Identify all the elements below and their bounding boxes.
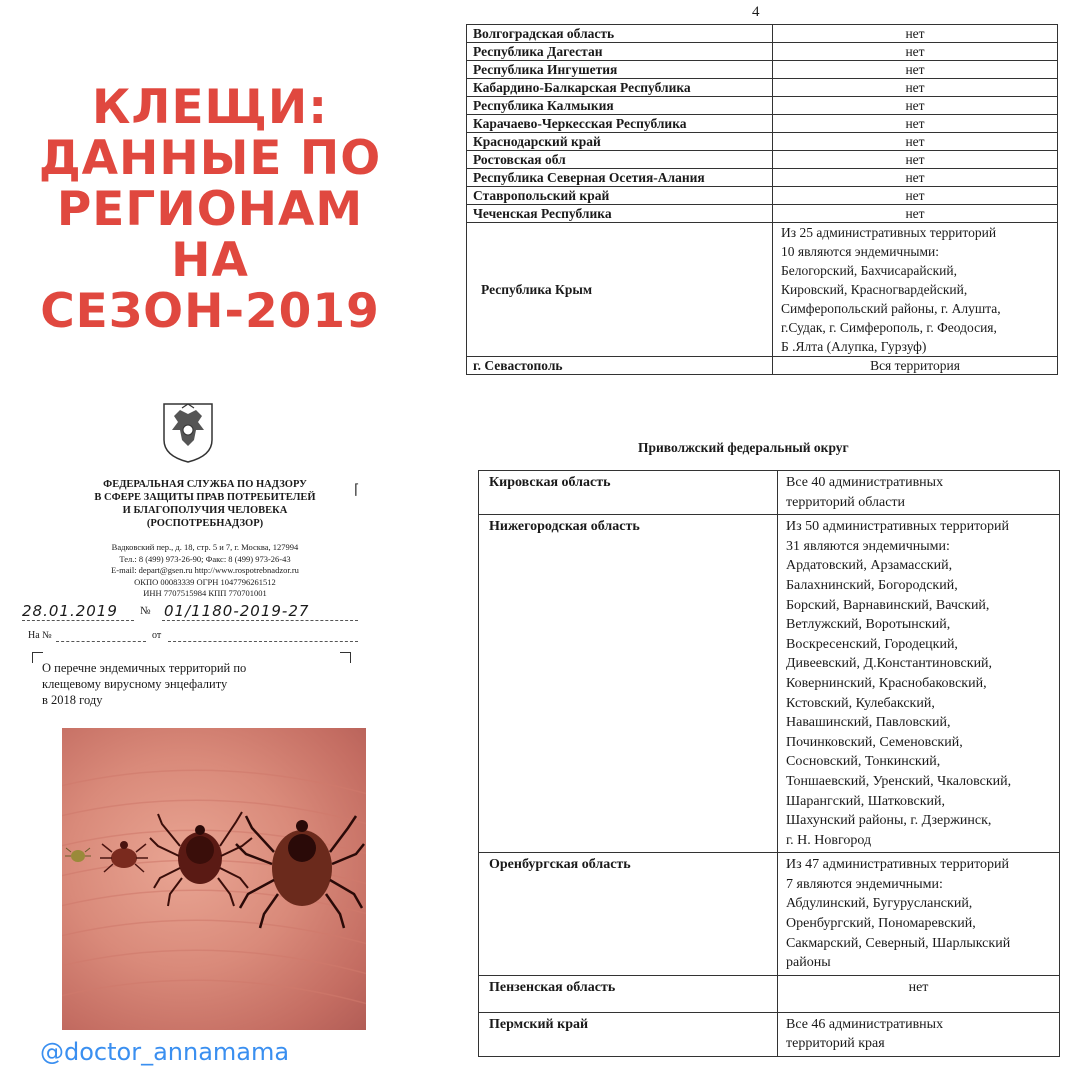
value-line: Все 46 административных	[786, 1016, 944, 1032]
value-cell: нет	[778, 975, 1060, 1012]
number-label: №	[140, 605, 151, 617]
headline-line: НА	[171, 233, 249, 288]
table-row	[479, 515, 1060, 853]
table-row	[479, 975, 1060, 1012]
value-line: Кировский, Красногвардейский,	[781, 282, 968, 297]
value-line: Все 40 административных	[786, 475, 944, 490]
value-cell: Вся территория	[773, 357, 1058, 375]
headline-line: РЕГИОНАМ	[56, 182, 364, 237]
subject-line: О перечне эндемичных территорий по	[42, 661, 247, 675]
table-row	[467, 61, 1058, 79]
value-line: Починковский, Семеновский,	[786, 734, 963, 750]
value-line: Из 25 административных территорий	[781, 225, 997, 240]
table-row	[467, 169, 1058, 187]
agency-line: И БЛАГОПОЛУЧИЯ ЧЕЛОВЕКА	[122, 505, 288, 516]
value-cell	[778, 471, 1060, 515]
region-cell: г. Севастополь	[467, 357, 773, 375]
southern-district-table	[466, 24, 1058, 375]
table-row	[467, 97, 1058, 115]
registration-line	[22, 602, 362, 624]
headline	[20, 82, 400, 337]
value-line: Из 47 административных территорий	[786, 857, 1010, 873]
table-row	[479, 471, 1060, 515]
table-row	[467, 187, 1058, 205]
region-cell: Волгоградская область	[467, 25, 773, 43]
region-cell: Карачаево-Черкесская Республика	[467, 115, 773, 133]
value-line: Тоншаевский, Уренский, Чкаловский,	[786, 773, 1012, 789]
value-cell	[773, 223, 1058, 357]
region-cell: Чеченская Республика	[467, 205, 773, 223]
agency-line: В СФЕРЕ ЗАЩИТЫ ПРАВ ПОТРЕБИТЕЛЕЙ	[94, 492, 316, 503]
table-row	[467, 357, 1058, 375]
table-row	[467, 133, 1058, 151]
tick-larva-icon	[65, 848, 91, 862]
table-row	[467, 151, 1058, 169]
agency-line: ФЕДЕРАЛЬНАЯ СЛУЖБА ПО НАДЗОРУ	[103, 479, 307, 490]
value-cell: нет	[773, 151, 1058, 169]
na-label: На №	[28, 630, 52, 641]
value-cell: нет	[773, 187, 1058, 205]
agency-name	[50, 478, 360, 530]
address-line: ОКПО 00083339 ОГРН 1047796261512	[134, 576, 276, 587]
table-row	[467, 79, 1058, 97]
region-cell: Краснодарский край	[467, 133, 773, 151]
value-line: Белогорский, Бахчисарайский,	[781, 263, 958, 278]
region-cell: Республика Дагестан	[467, 43, 773, 61]
value-line: Кстовский, Кулебакский,	[786, 695, 935, 711]
value-line: Сакмарский, Северный, Шарлыкский	[786, 935, 1011, 951]
region-cell: Кировская область	[479, 471, 778, 515]
value-line: Абдулинский, Бугурусланский,	[786, 896, 973, 912]
value-cell: нет	[773, 43, 1058, 61]
value-line: 10 являются эндемичными:	[781, 244, 940, 259]
table-row	[467, 25, 1058, 43]
value-line: Из 50 административных территорий	[786, 519, 1010, 535]
table-row	[467, 115, 1058, 133]
subject-line: клещевому вирусному энцефалиту	[42, 677, 228, 691]
value-cell	[778, 853, 1060, 976]
table-row	[467, 223, 1058, 357]
value-cell: нет	[773, 133, 1058, 151]
value-line: Борский, Варнавинский, Вачский,	[786, 597, 990, 613]
russian-coat-of-arms-icon	[160, 400, 216, 464]
region-cell: Оренбургская область	[479, 853, 778, 976]
address-line: ИНН 7707515984 КПП 770701001	[143, 588, 267, 598]
corner-mark: ⌈	[354, 483, 360, 498]
region-cell: Ставропольский край	[467, 187, 773, 205]
table-row	[479, 1012, 1060, 1056]
volga-district-table	[478, 470, 1060, 1057]
value-line: Воскресенский, Городецкий,	[786, 636, 958, 652]
value-line: Шахунский районы, г. Дзержинск,	[786, 813, 992, 829]
value-line: территорий края	[786, 1036, 885, 1052]
official-letter	[20, 398, 365, 718]
value-cell	[778, 515, 1060, 853]
headline-line: СЕЗОН-2019	[40, 284, 380, 339]
value-line: 7 являются эндемичными:	[786, 876, 943, 892]
value-line: Ковернинский, Краснобаковский,	[786, 675, 987, 691]
value-line: г.Судак, г. Симферополь, г. Феодосия,	[781, 320, 997, 335]
region-cell: Кабардино-Балкарская Республика	[467, 79, 773, 97]
page-number: 4	[752, 4, 760, 20]
region-cell: Пермский край	[479, 1012, 778, 1056]
letter-number: 01/1180-2019-27	[164, 602, 310, 620]
value-line: Б .Ялта (Алупка, Гурзуф)	[781, 339, 927, 354]
value-cell: нет	[773, 79, 1058, 97]
value-line: Сосновский, Тонкинский,	[786, 754, 941, 770]
table-row	[479, 853, 1060, 976]
table-row	[467, 205, 1058, 223]
value-line: г. Н. Новгород	[786, 832, 872, 848]
region-cell: Республика Северная Осетия-Алания	[467, 169, 773, 187]
value-cell	[778, 1012, 1060, 1056]
value-cell: нет	[773, 115, 1058, 133]
value-line: Ветлужский, Воротынский,	[786, 617, 951, 633]
address-line: Вадковский пер., д. 18, стр. 5 и 7, г. Москва, 127994	[111, 542, 299, 552]
address-line: Тел.: 8 (499) 973-26-90; Факс: 8 (499) 973-26-43	[119, 553, 291, 564]
table-row	[467, 43, 1058, 61]
value-line: территорий области	[786, 494, 906, 510]
region-cell: Республика Крым	[467, 223, 773, 357]
region-cell: Пензенская область	[479, 975, 778, 1012]
value-line: Ардатовский, Арзамасский,	[786, 558, 953, 574]
value-line: Симферопольский районы, г. Алушта,	[781, 301, 1001, 316]
subject-line: в 2018 году	[42, 693, 103, 707]
tick-adult-female-icon	[236, 816, 364, 928]
value-cell: нет	[773, 97, 1058, 115]
region-cell: Нижегородская область	[479, 515, 778, 853]
value-line: Дивеевский, Д.Константиновский,	[786, 656, 993, 672]
value-line: Навашинский, Павловский,	[786, 715, 951, 731]
letter-date: 28.01.2019	[22, 602, 118, 620]
value-line: районы	[786, 955, 831, 971]
district-title: Приволжский федеральный округ	[638, 440, 849, 455]
value-cell: нет	[773, 169, 1058, 187]
ticks-on-fingertip-photo	[62, 728, 366, 1030]
letter-subject	[42, 660, 312, 708]
address-line: E-mail: depart@gsen.ru http://www.rospotrebnadzor.ru	[111, 565, 299, 575]
region-cell: Республика Ингушетия	[467, 61, 773, 79]
value-line: Оренбургский, Пономаревский,	[786, 916, 976, 932]
ot-label: от	[152, 630, 162, 641]
value-line: Балахнинский, Богородский,	[786, 577, 958, 593]
value-line: Шарангский, Шатковский,	[786, 793, 945, 809]
value-line: 31 являются эндемичными:	[786, 538, 950, 554]
value-cell: нет	[773, 61, 1058, 79]
reference-line	[28, 630, 162, 641]
value-cell: нет	[773, 25, 1058, 43]
agency-address	[50, 542, 360, 600]
agency-line: (РОСПОТРЕБНАДЗОР)	[146, 518, 264, 529]
author-handle: @doctor_annamama	[40, 1038, 290, 1066]
headline-line: ДАННЫЕ ПО	[38, 131, 382, 186]
value-cell: нет	[773, 205, 1058, 223]
region-cell: Республика Калмыкия	[467, 97, 773, 115]
region-cell: Ростовская обл	[467, 151, 773, 169]
headline-line: КЛЕЩИ:	[92, 80, 328, 135]
